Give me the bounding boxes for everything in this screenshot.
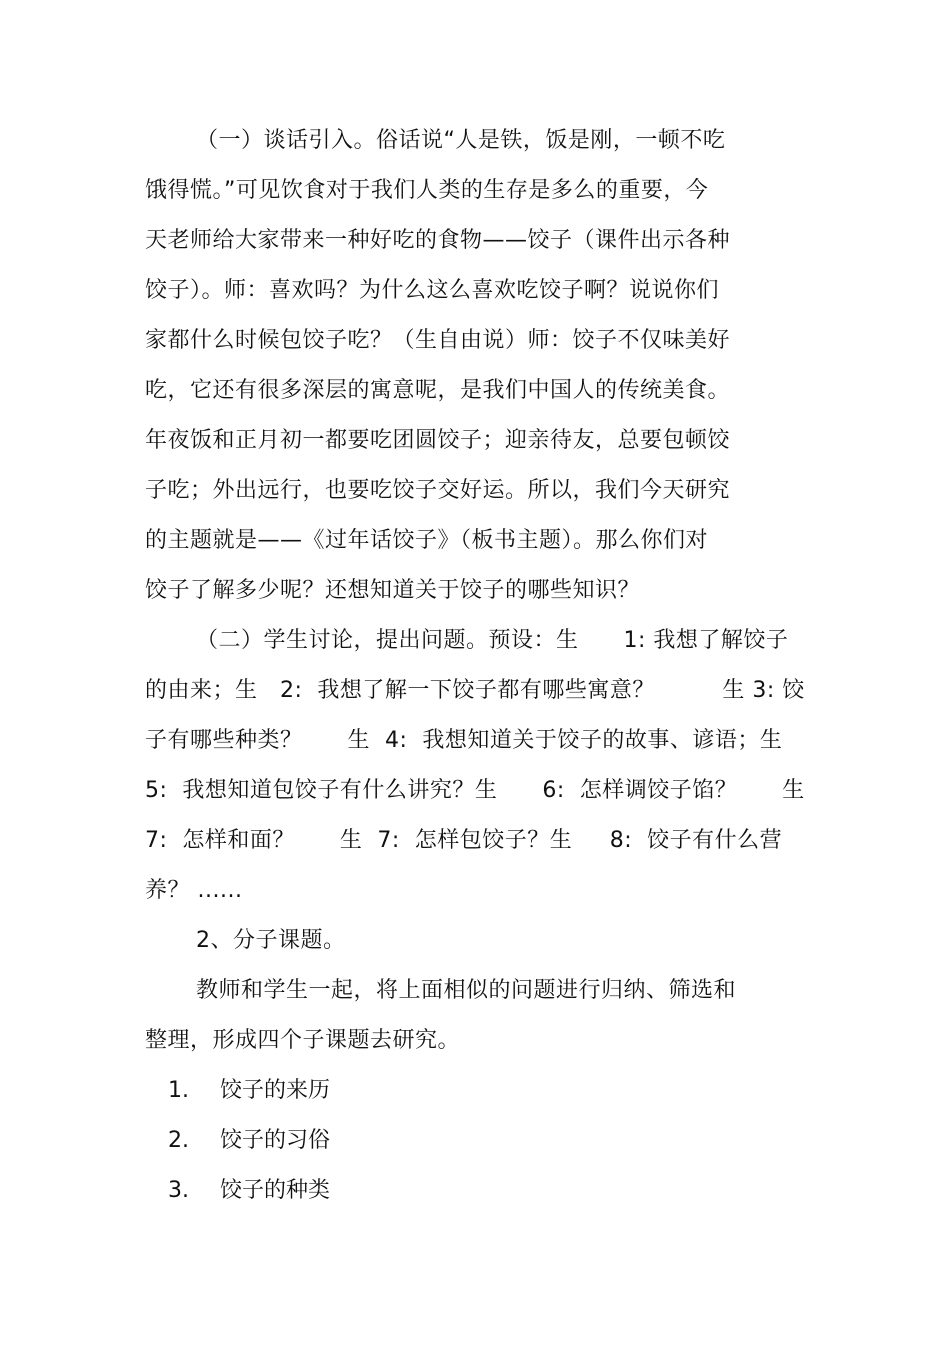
paragraph-2-line-4: 5: 我想知道包饺子有什么讲究？生 6: 怎样调饺子馅？ 生 bbox=[145, 778, 805, 803]
paragraph-3-line-2: 整理，形成四个子课题去研究。 bbox=[145, 1028, 461, 1053]
paragraph-2-line-6: 养？ ...... bbox=[145, 878, 243, 903]
paragraph-1-line-2: 饿得慌。”可见饮食对于我们人类的生存是多么的重要，今 bbox=[145, 178, 709, 203]
paragraph-1-line-5: 家都什么时候包饺子吃？（生自由说）师：饺子不仅味美好 bbox=[145, 328, 731, 353]
paragraph-1-line-9: 的主题就是——《过年话饺子》（板书主题）。那么你们对 bbox=[145, 528, 709, 553]
paragraph-2-line-1: （二）学生讨论，提出问题。预设：生 1: 我想了解饺子 bbox=[196, 628, 789, 653]
paragraph-2-line-2: 的由来；生 2: 我想了解一下饺子都有哪些寓意？ 生 3: 饺 bbox=[145, 678, 805, 703]
paragraph-1-line-8: 子吃；外出远行，也要吃饺子交好运。所以，我们今天研究 bbox=[145, 478, 731, 503]
list-item-number: 1. bbox=[168, 1078, 189, 1103]
paragraph-2-line-3: 子有哪些种类？ 生 4: 我想知道关于饺子的故事、谚语；生 bbox=[145, 728, 783, 753]
paragraph-1-line-1: （一）谈话引入。俗话说“人是铁，饭是刚，一顿不吃 bbox=[196, 128, 726, 153]
paragraph-3-line-1: 教师和学生一起，将上面相似的问题进行归纳、筛选和 bbox=[196, 978, 737, 1003]
paragraph-1-line-10: 饺子了解多少呢？还想知道关于饺子的哪些知识？ bbox=[145, 578, 641, 603]
paragraph-1-line-3: 天老师给大家带来一种好吃的食物——饺子（课件出示各种 bbox=[145, 228, 731, 253]
paragraph-1-line-7: 年夜饭和正月初一都要吃团圆饺子；迎亲待友，总要包顿饺 bbox=[145, 428, 731, 453]
list-item-number: 3. bbox=[168, 1178, 189, 1203]
list-item-number: 2. bbox=[168, 1128, 189, 1153]
list-item-text: 饺子的习俗 bbox=[220, 1128, 331, 1153]
list-item-text: 饺子的种类 bbox=[220, 1178, 331, 1203]
paragraph-1-line-4: 饺子）。师：喜欢吗？为什么这么喜欢吃饺子啊？说说你们 bbox=[145, 278, 720, 303]
section-heading-2: 2、分子课题。 bbox=[196, 928, 346, 953]
list-item-text: 饺子的来历 bbox=[220, 1078, 331, 1103]
paragraph-1-line-6: 吃，它还有很多深层的寓意呢，是我们中国人的传统美食。 bbox=[145, 378, 731, 403]
paragraph-2-line-5: 7: 怎样和面？ 生 7: 怎样包饺子？生 8: 饺子有什么营 bbox=[145, 828, 783, 853]
